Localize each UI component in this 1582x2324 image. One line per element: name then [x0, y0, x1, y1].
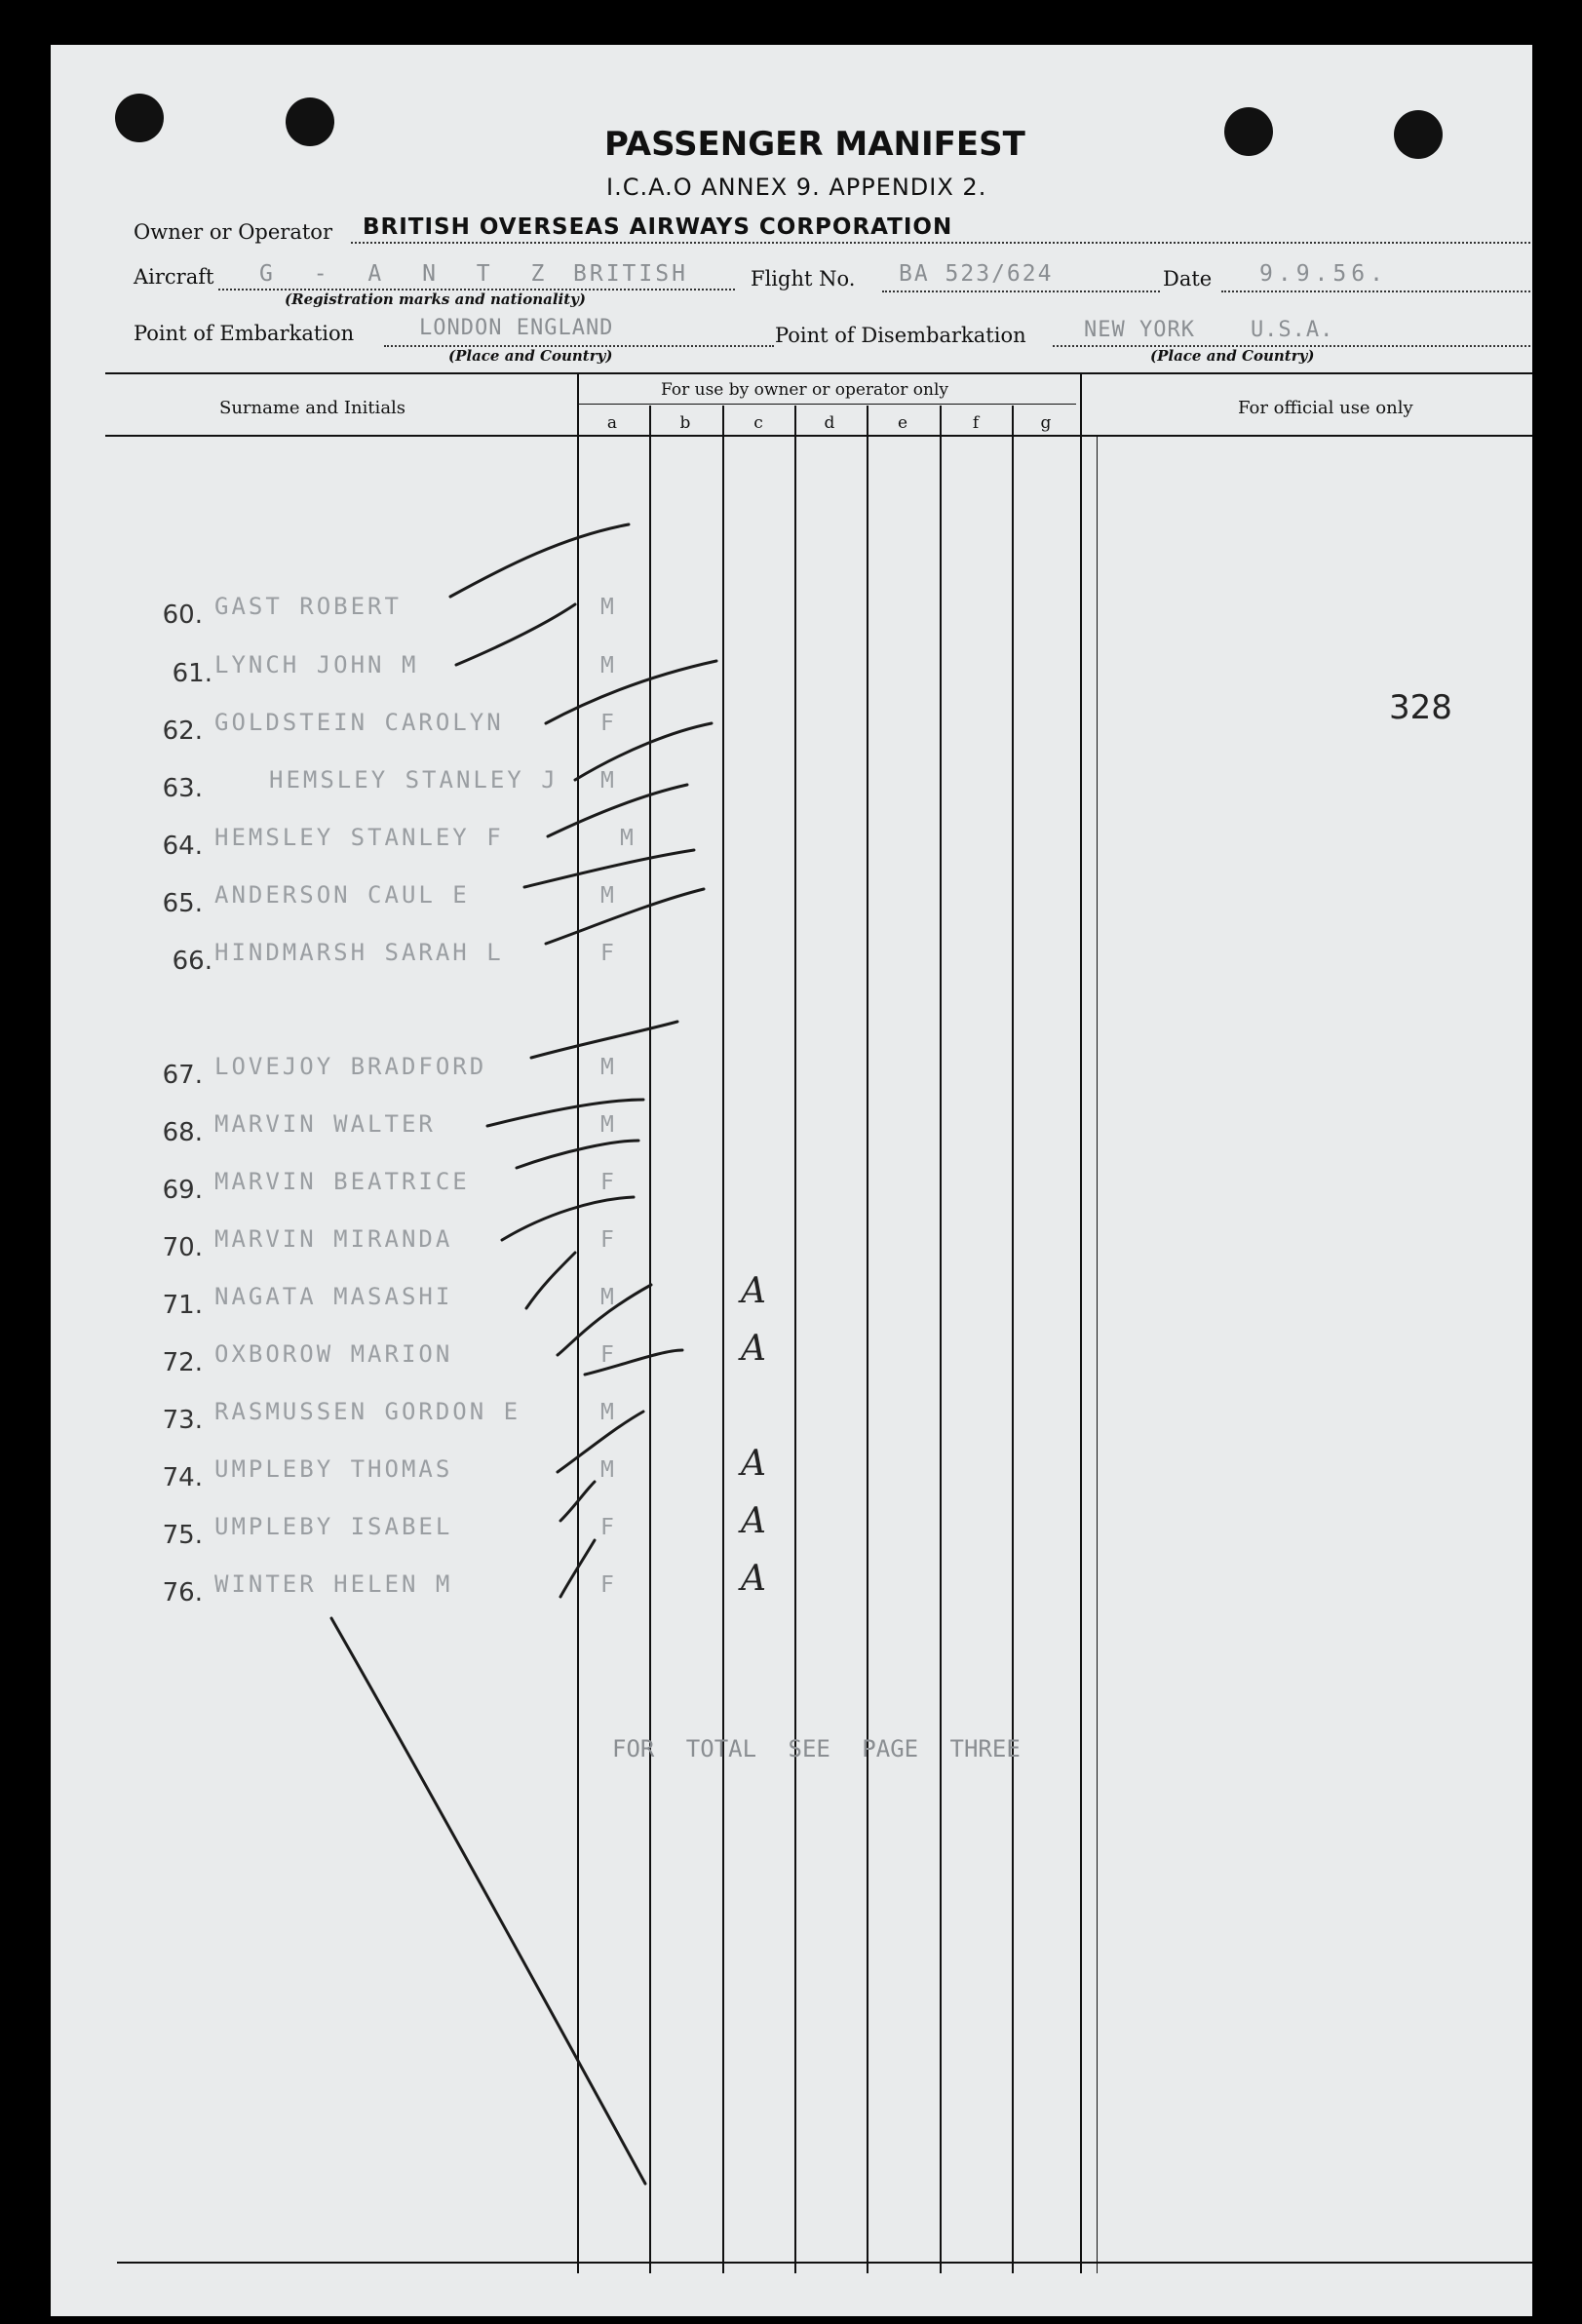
flight-value: BA 523/624 — [899, 261, 1054, 287]
passenger-number: 64. — [162, 832, 203, 861]
table-top-rule — [105, 372, 1532, 374]
passenger-name: NAGATA MASASHI — [214, 1283, 453, 1310]
passenger-sex: F — [600, 1170, 614, 1195]
passenger-number: 68. — [162, 1118, 203, 1147]
passenger-sex: M — [600, 595, 614, 620]
column-rule — [722, 406, 724, 2273]
punch-hole-right-2 — [1394, 110, 1443, 159]
column-header-b: b — [679, 413, 691, 433]
operator-header: For use by owner or operator only — [661, 380, 949, 400]
passenger-number: 71. — [162, 1291, 203, 1320]
passenger-name: LOVEJOY BRADFORD — [214, 1053, 487, 1080]
passenger-sex: M — [600, 1400, 614, 1425]
passenger-number: 74. — [162, 1463, 203, 1492]
passenger-number: 75. — [162, 1521, 203, 1550]
passenger-name: HEMSLEY STANLEY J — [269, 766, 559, 794]
owner-value: BRITISH OVERSEAS AIRWAYS CORPORATION — [363, 214, 953, 240]
passenger-number: 62. — [162, 717, 203, 746]
column-header-c: c — [753, 413, 763, 433]
disembarkation-caption: (Place and Country) — [1150, 347, 1315, 365]
column-header-e: e — [897, 413, 908, 433]
passenger-number: 66. — [172, 947, 212, 976]
column-rule — [867, 406, 868, 2273]
passenger-sex: M — [600, 1285, 614, 1310]
page-title: PASSENGER MANIFEST — [604, 125, 1025, 164]
passenger-number: 70. — [162, 1233, 203, 1262]
embarkation-caption: (Place and Country) — [448, 347, 613, 365]
immigration-mark: A — [741, 1271, 766, 1311]
passenger-name: ANDERSON CAUL E — [214, 881, 470, 909]
flight-label: Flight No. — [751, 267, 856, 290]
column-rule — [794, 406, 796, 2273]
passenger-sex: M — [600, 768, 614, 794]
immigration-mark: A — [741, 1444, 766, 1484]
passenger-sex: F — [600, 711, 614, 736]
column-rule — [1012, 406, 1014, 2273]
embarkation-label: Point of Embarkation — [134, 322, 355, 345]
passenger-name: HINDMARSH SARAH L — [214, 939, 504, 966]
passenger-name: MARVIN WALTER — [214, 1110, 436, 1138]
passenger-name: OXBOROW MARION — [214, 1340, 453, 1368]
passenger-number: 61. — [172, 659, 212, 688]
passenger-sex: M — [600, 653, 614, 678]
embarkation-value: LONDON ENGLAND — [419, 316, 614, 340]
owner-label: Owner or Operator — [134, 220, 332, 244]
passenger-name: GAST ROBERT — [214, 593, 402, 620]
passenger-name: WINTER HELEN M — [214, 1570, 453, 1598]
aircraft-registration: G - A N T Z — [259, 261, 559, 287]
passenger-number: 76. — [162, 1578, 203, 1607]
page-subtitle: I.C.A.O ANNEX 9. APPENDIX 2. — [606, 174, 987, 201]
passenger-sex: F — [600, 941, 614, 966]
disembarkation-label: Point of Disembarkation — [775, 324, 1026, 347]
column-rule — [940, 406, 942, 2273]
date-label: Date — [1163, 267, 1213, 290]
official-header: For official use only — [1238, 398, 1413, 418]
page-number: 328 — [1389, 688, 1452, 727]
passenger-name: UMPLEBY ISABEL — [214, 1513, 453, 1540]
passenger-name: MARVIN MIRANDA — [214, 1225, 453, 1253]
passenger-name: HEMSLEY STANLEY F — [214, 824, 504, 851]
date-dotted-line — [1221, 290, 1530, 292]
passenger-sex: F — [600, 1227, 614, 1253]
table-header-rule — [105, 435, 1532, 437]
total-note: FOR TOTAL SEE PAGE THREE — [612, 1735, 1021, 1762]
column-rule — [1080, 374, 1082, 2273]
passenger-sex: M — [600, 1055, 614, 1080]
aircraft-label: Aircraft — [134, 265, 214, 289]
column-rule — [577, 374, 579, 2273]
surname-header: Surname and Initials — [219, 398, 406, 418]
passenger-sex: M — [600, 883, 614, 909]
passenger-sex: F — [600, 1342, 614, 1368]
passenger-name: RASMUSSEN GORDON E — [214, 1398, 521, 1425]
passenger-number: 72. — [162, 1348, 203, 1377]
flight-dotted-line — [882, 290, 1160, 292]
column-header-g: g — [1040, 413, 1052, 433]
punch-hole-left-1 — [115, 94, 164, 142]
aircraft-caption: (Registration marks and nationality) — [285, 290, 586, 308]
passenger-name: UMPLEBY THOMAS — [214, 1455, 453, 1483]
passenger-number: 67. — [162, 1061, 203, 1090]
column-header-d: d — [824, 413, 835, 433]
aircraft-nationality: BRITISH — [573, 261, 688, 287]
date-value: 9.9.56. — [1259, 261, 1388, 287]
column-rule — [1097, 435, 1098, 2273]
passenger-number: 63. — [162, 774, 203, 803]
owner-dotted-line — [351, 242, 1530, 244]
passenger-number: 73. — [162, 1406, 203, 1435]
passenger-sex: M — [600, 1457, 614, 1483]
punch-hole-left-2 — [286, 97, 334, 146]
immigration-mark: A — [741, 1559, 766, 1599]
passenger-sex: F — [600, 1515, 614, 1540]
passenger-sex: M — [620, 826, 634, 851]
disembarkation-value: NEW YORK U.S.A. — [1084, 318, 1334, 342]
passenger-sex: M — [600, 1112, 614, 1138]
column-header-a: a — [606, 413, 618, 433]
column-rule — [649, 406, 651, 2273]
passenger-number: 69. — [162, 1176, 203, 1205]
passenger-name: GOLDSTEIN CAROLYN — [214, 709, 504, 736]
table-bottom-rule — [117, 2262, 1532, 2264]
punch-hole-right-1 — [1224, 107, 1273, 156]
passenger-name: MARVIN BEATRICE — [214, 1168, 470, 1195]
passenger-sex: F — [600, 1572, 614, 1598]
immigration-mark: A — [741, 1329, 766, 1369]
operator-subheader-rule — [577, 404, 1076, 405]
immigration-mark: A — [741, 1501, 766, 1541]
passenger-name: LYNCH JOHN M — [214, 651, 419, 678]
passenger-number: 60. — [162, 600, 203, 630]
column-header-f: f — [972, 413, 980, 433]
passenger-number: 65. — [162, 889, 203, 918]
